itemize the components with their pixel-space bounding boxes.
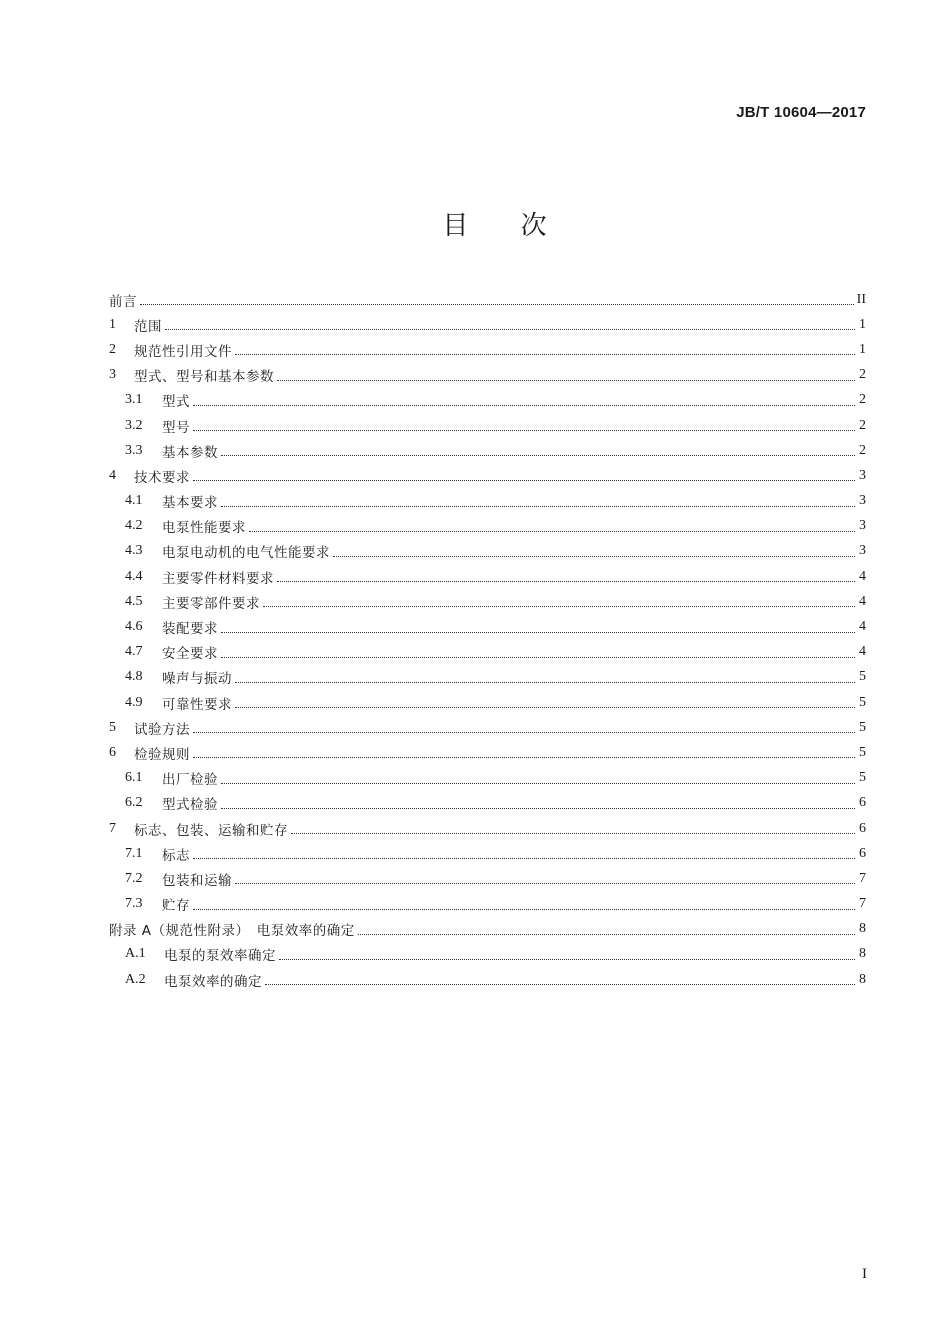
toc-entry-title: 标志、包装、运输和贮存 <box>134 822 288 839</box>
toc-entry-title: 型号 <box>162 419 190 436</box>
dot-leader <box>235 707 855 708</box>
toc-entry-page: 3 <box>859 543 866 559</box>
dot-leader <box>235 682 855 683</box>
toc-entry-page: 1 <box>859 341 866 357</box>
toc-entry[interactable] <box>109 766 866 791</box>
toc-entry-title: 型式检验 <box>162 797 218 814</box>
toc-entry-number: 4.3 <box>125 543 143 559</box>
toc-entry-title: 装配要求 <box>162 621 218 638</box>
toc-entry-number: 4.8 <box>125 669 143 685</box>
toc-entry-page: 7 <box>859 896 866 912</box>
toc-entry[interactable] <box>109 363 866 388</box>
toc-entry-page: 3 <box>859 518 866 534</box>
dot-leader <box>221 455 855 456</box>
toc-entry[interactable] <box>109 665 866 690</box>
toc-entry-page: 1 <box>859 316 866 332</box>
dot-leader <box>277 581 855 582</box>
toc-entry[interactable] <box>109 892 866 917</box>
toc-entry-number: 4.5 <box>125 593 143 609</box>
toc-entry[interactable] <box>109 614 866 639</box>
toc-entry-number: 3.2 <box>125 417 143 433</box>
dot-leader <box>235 354 855 355</box>
page-number: I <box>862 1266 867 1282</box>
toc-entry-number: 7.2 <box>125 870 143 886</box>
toc-entry-title: 电泵的泵效率确定 <box>164 948 276 965</box>
toc-entry-number: A.2 <box>125 971 146 987</box>
toc-entry[interactable] <box>109 312 866 337</box>
table-of-contents <box>109 287 866 992</box>
toc-entry[interactable] <box>109 438 866 463</box>
toc-entry-page: 5 <box>859 719 866 735</box>
dot-leader <box>333 556 855 557</box>
toc-entry-title: 前言 <box>109 293 137 310</box>
standard-code: JB/T 10604—2017 <box>736 104 866 121</box>
toc-entry-number: 6 <box>109 744 116 760</box>
toc-entry-page: 5 <box>859 744 866 760</box>
toc-entry-page: 7 <box>859 870 866 886</box>
dot-leader <box>265 984 855 985</box>
toc-entry[interactable] <box>109 942 866 967</box>
dot-leader <box>221 783 855 784</box>
toc-entry-page: II <box>856 291 866 307</box>
toc-entry-number: 4.2 <box>125 518 143 534</box>
dot-leader <box>193 732 855 733</box>
dot-leader <box>193 405 855 406</box>
dot-leader <box>221 808 855 809</box>
toc-entry-number: 4.7 <box>125 644 143 660</box>
toc-entry[interactable] <box>109 413 866 438</box>
toc-entry-page: 2 <box>859 367 866 383</box>
toc-entry[interactable] <box>109 539 866 564</box>
dot-leader <box>193 480 855 481</box>
toc-entry-page: 2 <box>859 417 866 433</box>
toc-entry-title: 安全要求 <box>162 646 218 663</box>
toc-entry-title: 型式、型号和基本参数 <box>134 369 274 386</box>
toc-entry-number: 4.6 <box>125 619 143 635</box>
toc-entry[interactable] <box>109 816 866 841</box>
toc-entry-number: 3 <box>109 367 116 383</box>
toc-entry-page: 2 <box>859 442 866 458</box>
toc-entry-page: 8 <box>859 946 866 962</box>
toc-entry[interactable] <box>109 640 866 665</box>
toc-entry-page: 8 <box>859 971 866 987</box>
toc-entry[interactable] <box>109 866 866 891</box>
toc-entry-page: 4 <box>859 644 866 660</box>
dot-leader <box>193 430 855 431</box>
dot-leader <box>263 606 855 607</box>
dot-leader <box>140 304 854 305</box>
toc-entry-page: 6 <box>859 820 866 836</box>
toc-entry-number: 5 <box>109 719 116 735</box>
toc-entry-title: 电泵电动机的电气性能要求 <box>162 545 330 562</box>
toc-entry-page: 6 <box>859 795 866 811</box>
toc-entry-title: 贮存 <box>162 898 190 915</box>
toc-entry[interactable] <box>109 967 866 992</box>
dot-leader <box>221 506 855 507</box>
dot-leader <box>221 657 855 658</box>
toc-entry[interactable] <box>109 489 866 514</box>
toc-entry[interactable] <box>109 287 866 312</box>
toc-entry-title: 规范性引用文件 <box>134 343 232 360</box>
dot-leader <box>358 934 855 935</box>
dot-leader <box>193 858 855 859</box>
toc-entry-title: 范围 <box>134 318 162 335</box>
toc-entry-number: 7.1 <box>125 845 143 861</box>
dot-leader <box>221 632 855 633</box>
toc-entry-number: 3.1 <box>125 392 143 408</box>
toc-entry-page: 5 <box>859 694 866 710</box>
toc-entry-number: 7.3 <box>125 896 143 912</box>
toc-entry-title: 附录 A（规范性附录） 电泵效率的确定 <box>109 923 355 940</box>
toc-entry-title: 包装和运输 <box>162 872 232 889</box>
toc-entry-number: 4.9 <box>125 694 143 710</box>
dot-leader <box>193 757 855 758</box>
toc-entry[interactable] <box>109 715 866 740</box>
toc-entry[interactable] <box>109 564 866 589</box>
toc-entry-number: 2 <box>109 341 116 357</box>
toc-entry-page: 6 <box>859 845 866 861</box>
toc-entry-title: 主要零部件要求 <box>162 595 260 612</box>
toc-entry-number: A.1 <box>125 946 146 962</box>
toc-entry[interactable] <box>109 589 866 614</box>
toc-entry-number: 6.2 <box>125 795 143 811</box>
toc-entry-title: 技术要求 <box>134 469 190 486</box>
dot-leader <box>279 959 855 960</box>
toc-entry[interactable] <box>109 337 866 362</box>
dot-leader <box>193 909 855 910</box>
toc-entry-title: 型式 <box>162 394 190 411</box>
toc-entry-number: 7 <box>109 820 116 836</box>
dot-leader <box>277 380 855 381</box>
toc-entry[interactable] <box>109 463 866 488</box>
toc-entry[interactable] <box>109 514 866 539</box>
toc-entry-page: 4 <box>859 568 866 584</box>
toc-entry-title: 主要零件材料要求 <box>162 570 274 587</box>
toc-entry-page: 4 <box>859 619 866 635</box>
toc-entry[interactable] <box>109 791 866 816</box>
toc-entry[interactable] <box>109 917 866 942</box>
toc-entry-title: 基本参数 <box>162 444 218 461</box>
toc-entry-title: 试验方法 <box>134 721 190 738</box>
toc-entry-title: 可靠性要求 <box>162 696 232 713</box>
dot-leader <box>291 833 855 834</box>
toc-entry[interactable] <box>109 740 866 765</box>
toc-entry-page: 2 <box>859 392 866 408</box>
toc-entry-page: 5 <box>859 770 866 786</box>
toc-entry[interactable] <box>109 388 866 413</box>
toc-entry-number: 4.1 <box>125 493 143 509</box>
toc-entry-title: 基本要求 <box>162 495 218 512</box>
toc-entry-page: 4 <box>859 593 866 609</box>
toc-entry-title: 电泵效率的确定 <box>164 973 262 990</box>
toc-entry-page: 3 <box>859 493 866 509</box>
toc-entry-number: 4 <box>109 467 116 483</box>
toc-entry-number: 6.1 <box>125 770 143 786</box>
toc-entry-title: 噪声与振动 <box>162 671 232 688</box>
toc-entry-number: 3.3 <box>125 442 143 458</box>
page-title: 目 次 <box>442 211 548 241</box>
toc-entry-title: 出厂检验 <box>162 772 218 789</box>
toc-entry[interactable] <box>109 841 866 866</box>
toc-entry-page: 8 <box>859 921 866 937</box>
toc-entry-title: 检验规则 <box>134 746 190 763</box>
toc-entry-page: 3 <box>859 467 866 483</box>
dot-leader <box>165 329 855 330</box>
toc-entry-page: 5 <box>859 669 866 685</box>
dot-leader <box>235 883 855 884</box>
dot-leader <box>249 531 855 532</box>
toc-entry-title: 标志 <box>162 847 190 864</box>
toc-entry-number: 4.4 <box>125 568 143 584</box>
toc-entry-number: 1 <box>109 316 116 332</box>
toc-entry-title: 电泵性能要求 <box>162 520 246 537</box>
toc-entry[interactable] <box>109 690 866 715</box>
